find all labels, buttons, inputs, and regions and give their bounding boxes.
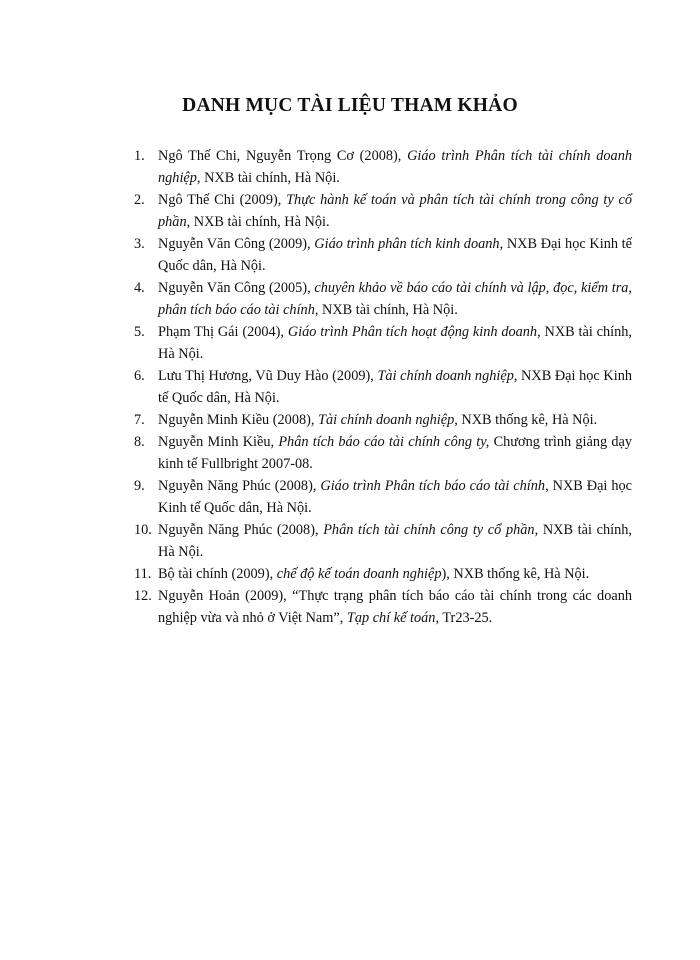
reference-number: 6.	[134, 368, 145, 384]
reference-item	[134, 409, 632, 431]
reference-publisher: , NXB tài chính, Hà Nội.	[186, 214, 330, 230]
reference-number: 12.	[134, 588, 152, 604]
reference-authors: Nguyễn Văn Công (2009),	[158, 236, 315, 252]
reference-text	[158, 189, 632, 233]
reference-authors: Ngô Thế Chi (2009),	[158, 192, 287, 208]
reference-title: Phân tích tài chính công ty cổ phần	[323, 522, 535, 538]
reference-text	[158, 519, 632, 563]
reference-item	[134, 145, 632, 189]
reference-publisher: , NXB Đại học Kinh tế Quốc dân, Hà Nội.	[158, 478, 633, 516]
reference-authors: Nguyễn Năng Phúc (2008),	[158, 478, 321, 494]
reference-title: Giáo trình phân tích kinh doanh	[314, 236, 500, 252]
reference-authors: Bộ tài chính (2009),	[158, 566, 277, 582]
reference-item	[134, 233, 632, 277]
reference-authors: Nguyễn Minh Kiều,	[158, 434, 279, 450]
reference-publisher: , NXB Đại học Kinh tế Quốc dân, Hà Nội.	[158, 368, 632, 406]
reference-number: 4.	[134, 280, 145, 296]
reference-publisher: , NXB Đại học Kinh tế Quốc dân, Hà Nội.	[158, 236, 632, 274]
reference-item	[134, 475, 632, 519]
reference-publisher: , NXB tài chính, Hà Nội.	[314, 302, 458, 318]
reference-publisher: , NXB tài chính, Hà Nội.	[158, 324, 632, 362]
reference-item	[134, 277, 632, 321]
reference-text	[158, 475, 632, 519]
reference-item	[134, 519, 632, 563]
reference-authors: Phạm Thị Gái (2004),	[158, 324, 288, 340]
reference-title: chuyên khảo về báo cáo tài chính và lập, đọc, kiểm tra, phân tích báo cáo tài chính	[158, 280, 632, 318]
reference-publisher: , Tr23-25.	[435, 610, 493, 626]
reference-authors: Nguyễn Minh Kiều (2008),	[158, 412, 319, 428]
reference-number: 5.	[134, 324, 145, 340]
reference-number: 8.	[134, 434, 145, 450]
reference-authors: Nguyễn Hoản (2009), “Thực trạng phân tích báo cáo tài chính trong các doanh nghiệp vừa và nhỏ ở Việt Nam”,	[158, 588, 632, 626]
reference-text	[158, 431, 632, 475]
reference-title: Tạp chí kế toán	[346, 610, 436, 626]
reference-title: Thực hành kế toán và phân tích tài chính trong công ty cổ phần	[158, 192, 632, 230]
page-title: DANH MỤC TÀI LIỆU THAM KHẢO	[182, 95, 518, 116]
reference-number: 11.	[134, 566, 152, 582]
reference-number: 9.	[134, 478, 145, 494]
reference-text	[158, 409, 632, 431]
reference-authors: Nguyễn Văn Công (2005),	[158, 280, 315, 296]
reference-title: Giáo trình Phân tích tài chính doanh nghiệp	[158, 148, 632, 186]
reference-publisher: ), NXB thống kê, Hà Nội.	[441, 566, 590, 582]
reference-publisher: , NXB tài chính, Hà Nội.	[158, 522, 632, 560]
reference-item	[134, 431, 632, 475]
reference-item	[134, 321, 632, 365]
reference-item	[134, 585, 632, 629]
reference-authors: Nguyễn Năng Phúc (2008),	[158, 522, 324, 538]
reference-title: Tài chính doanh nghiệp	[377, 368, 514, 384]
reference-text	[158, 563, 632, 585]
reference-text	[158, 365, 632, 409]
reference-title: Phân tích báo cáo tài chính công ty,	[278, 434, 490, 450]
reference-title: Tài chính doanh nghiệp	[318, 412, 455, 428]
reference-publisher: , NXB tài chính, Hà Nội.	[196, 170, 340, 186]
reference-number: 3.	[134, 236, 145, 252]
reference-text	[158, 233, 632, 277]
reference-title: Giáo trình Phân tích hoạt động kinh doanh	[287, 324, 538, 340]
reference-title: Giáo trình Phân tích báo cáo tài chính	[320, 478, 546, 494]
reference-number: 2.	[134, 192, 145, 208]
reference-publisher: , NXB thống kê, Hà Nội.	[454, 412, 598, 428]
reference-number: 10.	[134, 522, 152, 538]
reference-text	[158, 585, 632, 629]
reference-text	[158, 145, 632, 189]
reference-text	[158, 277, 632, 321]
reference-item	[134, 365, 632, 409]
reference-number: 7.	[134, 412, 145, 428]
reference-item	[134, 189, 632, 233]
reference-title: chế độ kế toán doanh nghiệp	[276, 566, 442, 582]
reference-list	[134, 145, 632, 629]
reference-number: 1.	[134, 148, 145, 164]
reference-publisher: Chương trình giảng dạy kinh tế Fullbright 2007-08.	[158, 434, 632, 472]
reference-authors: Lưu Thị Hương, Vũ Duy Hào (2009),	[158, 368, 378, 384]
reference-item	[134, 563, 632, 585]
reference-authors: Ngô Thế Chi, Nguyễn Trọng Cơ (2008),	[158, 148, 408, 164]
reference-text	[158, 321, 632, 365]
